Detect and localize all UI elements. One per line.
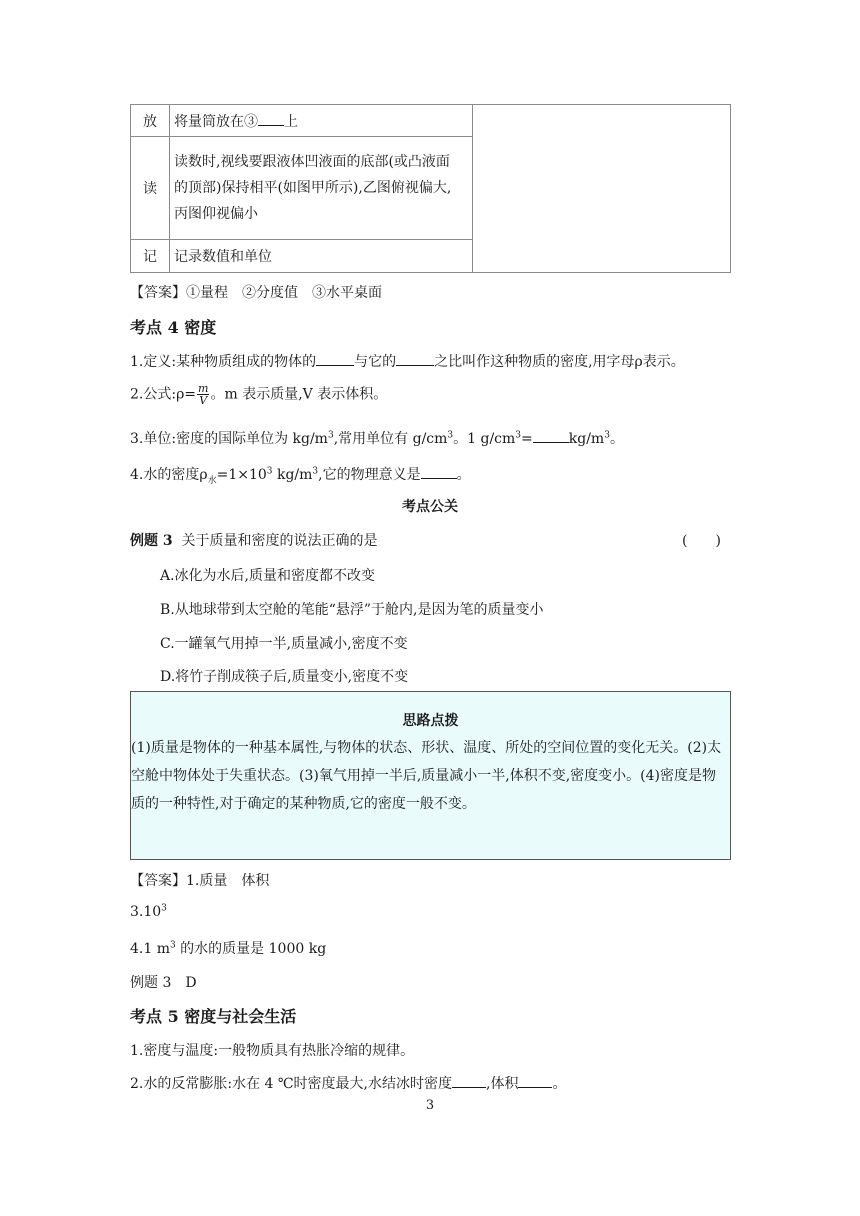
text: 。 <box>456 467 471 483</box>
fill-blank <box>533 430 569 443</box>
hint-body: (1)质量是物体的一种基本属性,与物体的状态、形状、温度、所处的空间位置的变化无关。(2)太空舱中物体处于失重状态。(3)氧气用掉一半后,质量减小一半,体积不变,密度变小。(4)密度是物质的一种特性,对于确定的某种物质,它的密度一般不变。 <box>131 740 722 812</box>
example-label: 例题 3 <box>130 533 173 549</box>
page-number: 3 <box>425 1098 435 1113</box>
fill-blank <box>518 1075 552 1088</box>
unit-line: 3.单位:密度的国际单位为 $kg/m^3$,常用单位有 $g/cm^3$。1 $g/cm^3= kg/m^3$。 <box>130 430 624 447</box>
section-4-title: 考点 4 密度 <box>130 318 217 337</box>
answer-paren: ( ) <box>682 533 721 549</box>
option-a: A.冰化为水后,质量和密度都不改变 <box>160 568 376 584</box>
text: = <box>521 431 533 447</box>
hint-box <box>130 691 731 860</box>
text: 与它的 <box>354 354 397 370</box>
hint-title: 思路点拨 <box>402 713 459 729</box>
text: 4.水的密度ρ <box>130 467 208 483</box>
option-c: C.一罐氧气用掉一半,质量减小,密度不变 <box>160 636 408 652</box>
row-text-pre: 将量筒放在③ <box>174 113 258 130</box>
fill-blank <box>316 353 354 366</box>
text: 的水的质量是 1000 kg <box>175 941 327 957</box>
text: ,常用单位有 g/cm <box>333 431 448 447</box>
text: 。 <box>552 1076 567 1092</box>
option-b: B.从地球带到太空舱的笔能“悬浮”于舱内,是因为笔的质量变小 <box>160 602 544 618</box>
text: 3.10 <box>130 904 162 920</box>
text: kg/m <box>272 467 313 483</box>
water-density-line: 4.水的密度$\rho_水=1\times 10^3$ $kg/m^3$,它的物理意义是 。 <box>130 466 471 486</box>
text: 之比叫作这种物质的密度,用字母ρ表示。 <box>434 354 685 370</box>
text: 。m 表示质量,V 表示体积。 <box>210 386 388 403</box>
answer-line: 例题 3 D <box>130 975 197 991</box>
text: 2.公式:ρ= <box>130 386 197 403</box>
section-5-title: 考点 5 密度与社会生活 <box>130 1007 297 1026</box>
text: ,体积 <box>486 1076 519 1092</box>
fraction-denominator: V <box>199 394 208 407</box>
row-key: 读 <box>131 137 170 240</box>
text: 2.水的反常膨胀:水在 4 ℃时密度最大,水结冰时密度 <box>130 1076 452 1092</box>
temperature-line: 1.密度与温度:一般物质具有热胀冷缩的规律。 <box>130 1043 415 1059</box>
row-text <box>170 137 473 240</box>
answer-line: 4.1 $m^3$ 的水的质量是 1000 kg <box>130 940 327 957</box>
example-3-question <box>130 530 378 550</box>
fill-blank <box>258 113 284 126</box>
question-text: 关于质量和密度的说法正确的是 <box>181 533 378 549</box>
row-line: 丙图仰视偏小 <box>174 206 258 222</box>
answer-line: 3.10$^3$ <box>130 903 167 920</box>
answer-line: 【答案】1.质量 体积 <box>130 873 270 889</box>
option-d: D.将竹子削成筷子后,质量变小,密度不变 <box>160 669 409 685</box>
text: 。1 g/cm <box>453 431 516 447</box>
text: ,它的物理意义是 <box>318 467 421 483</box>
text: 。 <box>609 431 624 447</box>
steps-table <box>130 104 731 273</box>
subscript: 水 <box>207 475 217 486</box>
row-key: 记 <box>131 240 170 273</box>
fill-blank <box>421 466 457 479</box>
water-expansion-line <box>130 1073 566 1093</box>
figure-cell <box>473 105 731 273</box>
row-text <box>170 105 473 137</box>
text: 4.1 m <box>130 941 170 957</box>
fraction-numerator: m <box>198 382 209 395</box>
row-text: 记录数值和单位 <box>170 240 473 273</box>
fill-blank <box>452 1075 486 1088</box>
row-text-post: 上 <box>284 113 298 130</box>
fill-blank <box>396 353 434 366</box>
table-row <box>131 105 731 137</box>
text: kg/m <box>568 431 605 447</box>
text: =1×10 <box>216 467 267 483</box>
section-subtitle: 考点公关 <box>402 499 458 515</box>
text: 3.单位:密度的国际单位为 kg/m <box>130 431 328 447</box>
row-key: 放 <box>131 105 170 137</box>
definition-line <box>130 351 685 371</box>
row-line: 的顶部)保持相平(如图甲所示),乙图俯视偏大, <box>174 180 452 196</box>
row-line: 读数时,视线要跟液体凹液面的底部(或凸液面 <box>174 154 450 170</box>
text: 1.定义:某种物质组成的物体的 <box>130 354 317 370</box>
density-fraction <box>197 383 209 406</box>
formula-line <box>130 383 387 406</box>
answer-line: 【答案】①量程 ②分度值 ③水平桌面 <box>130 285 382 301</box>
